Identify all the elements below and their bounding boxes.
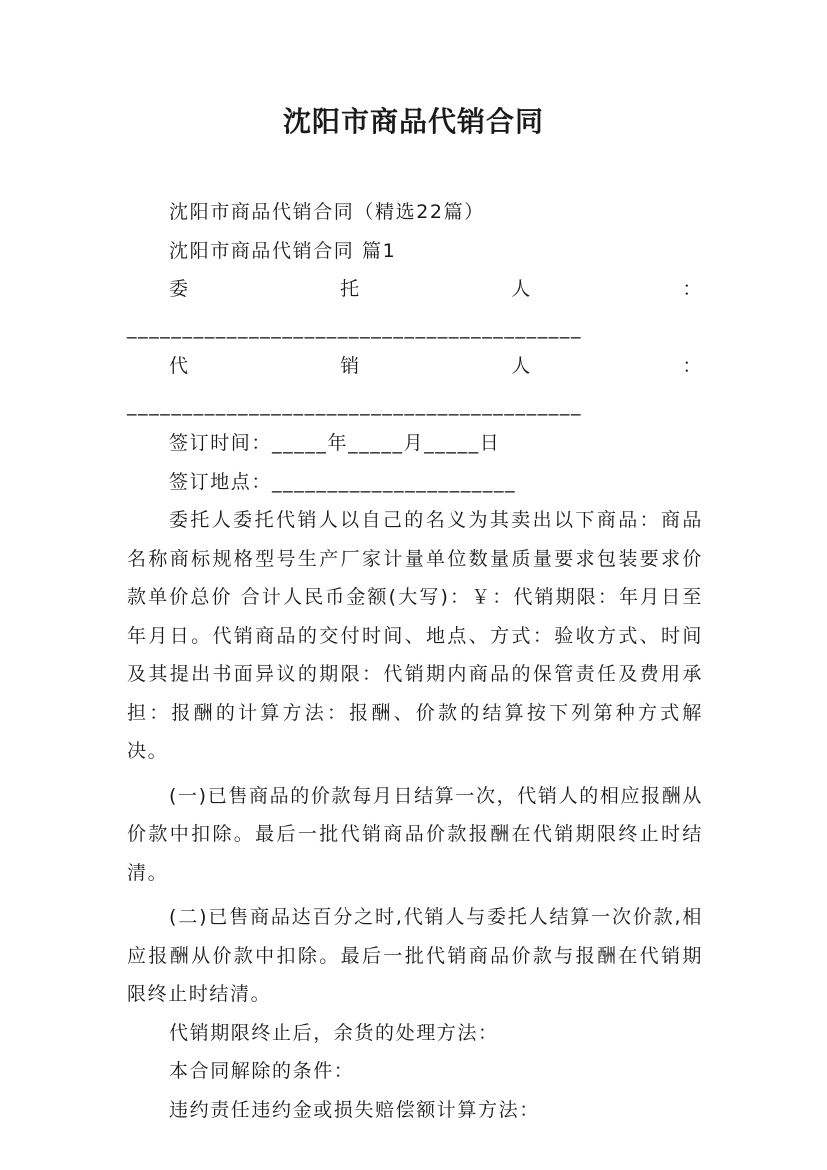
document-title: 沈阳市商品代销合同 — [282, 105, 544, 138]
paragraph-agent-line: 代销人：_________________________________________ — [127, 355, 703, 416]
paragraph-termination-conditions: 本合同解除的条件： — [169, 1060, 355, 1082]
paragraph-settlement-option-1: (一)已售商品的价款每月日结算一次，代销人的相应报酬从价款中扣除。最后一批代销商品价款报酬在代销期限终止时结清。 — [127, 784, 703, 884]
paragraph-terms: 委托人委托代销人以自己的名义为其卖出以下商品：商品名称商标规格型号生产厂家计量单位数量质量要求包装要求价款单价总价 合计人民币金额(大写)：￥：代销期限：年月日至年月日。代销商品的交付时间、地点、方式：验收方式、时间及其提出书面异议的期限：代销期内商品的保管责任及费用承担：报酬的计算方法：报酬、价款的结算按下列第种方式解决。 — [127, 509, 703, 762]
paragraph-section-heading: 沈阳市商品代销合同 篇1 — [169, 239, 397, 262]
paragraph-sign-place-line: 签订地点：______________________ — [169, 470, 517, 493]
paragraph-sign-date-line: 签订时间：_____年_____月_____日 — [169, 432, 501, 454]
document-body — [127, 193, 703, 1129]
paragraph-settlement-option-2: (二)已售商品达百分之时,代销人与委托人结算一次价款,相应报酬从价款中扣除。最后一批代销商品价款与报酬在代销期限终止时结清。 — [127, 906, 703, 1005]
paragraph-consignor-line: 委托人：_________________________________________ — [127, 278, 703, 339]
paragraph-subtitle: 沈阳市商品代销合同（精选22篇） — [169, 201, 485, 223]
paragraph-liability: 违约责任违约金或损失赔偿额计算方法： — [169, 1098, 540, 1121]
paragraph-leftover-goods: 代销期限终止后，余货的处理方法： — [169, 1021, 499, 1044]
